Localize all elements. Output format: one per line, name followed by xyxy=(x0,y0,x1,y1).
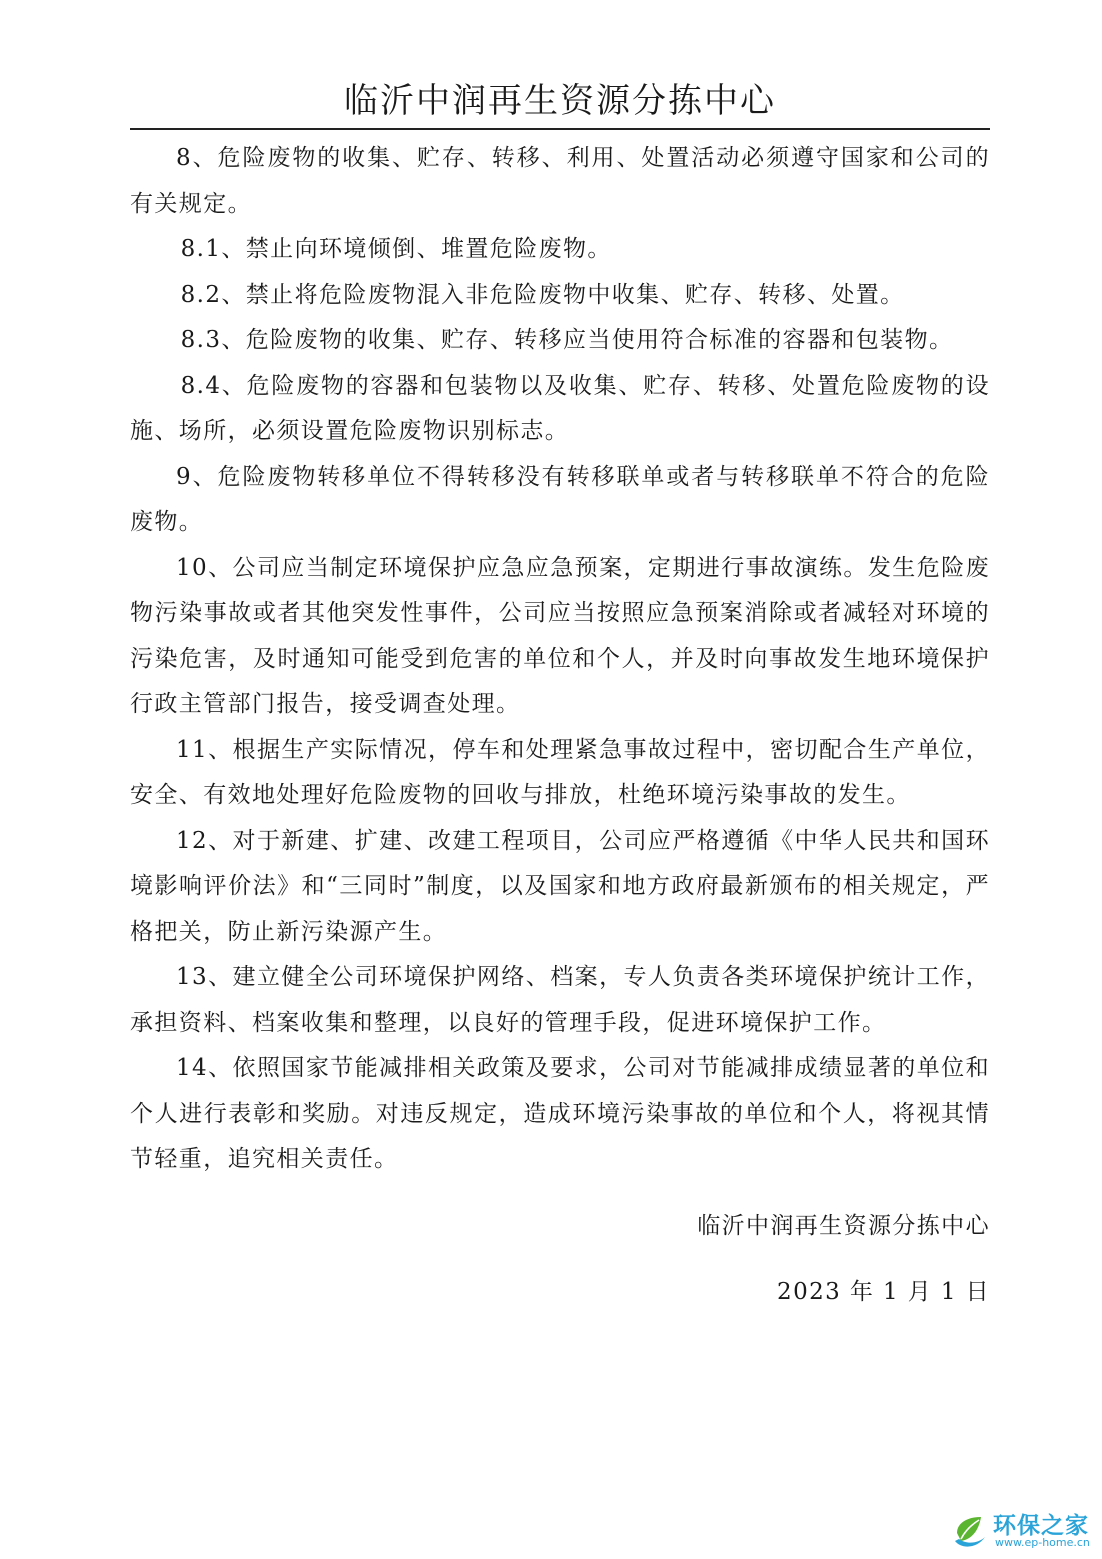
paragraph-9: 9、危险废物转移单位不得转移没有转移联单或者与转移联单不符合的危险废物。 xyxy=(130,463,990,535)
paragraph-13: 13、建立健全公司环境保护网络、档案，专人负责各类环境保护统计工作，承担资料、档案收集和整理，以良好的管理手段，促进环境保护工作。 xyxy=(130,964,990,1036)
paragraph-8-4: 8.4、危险废物的容器和包装物以及收集、贮存、转移、处置危险废物的设施、场所，必须设置危险废物识别标志。 xyxy=(130,372,990,444)
signature-date: 2023 年 1 月 1 日 xyxy=(777,1279,990,1305)
document-body xyxy=(130,136,990,1183)
paragraph-8-3: 8.3、危险废物的收集、贮存、转移应当使用符合标准的容器和包装物。 xyxy=(180,327,954,353)
signature-block xyxy=(697,1204,990,1314)
paragraph-14: 14、依照国家节能减排相关政策及要求，公司对节能减排成绩显著的单位和个人进行表彰和奖励。对违反规定，造成环境污染事故的单位和个人，将视其情节轻重，追究相关责任。 xyxy=(130,1055,990,1172)
watermark xyxy=(951,1505,1096,1555)
paragraph-8: 8、危险废物的收集、贮存、转移、利用、处置活动必须遵守国家和公司的有关规定。 xyxy=(130,145,990,217)
paragraph-12: 12、对于新建、扩建、改建工程项目，公司应严格遵循《中华人民共和国环境影响评价法》和“三同时”制度，以及国家和地方政府最新颁布的相关规定，严格把关，防止新污染源产生。 xyxy=(130,827,990,945)
leaf-logo-icon xyxy=(951,1511,991,1551)
page-title: 临沂中润再生资源分拣中心 xyxy=(344,81,776,121)
paragraph-10: 10、公司应当制定环境保护应急应急预案，定期进行事故演练。发生危险废物污染事故或者其他突发性事件，公司应当按照应急预案消除或者减轻对环境的污染危害，及时通知可能受到危害的单位和个人，并及时向事故发生地环境保护行政主管部门报告，接受调查处理。 xyxy=(130,554,990,717)
paragraph-8-2: 8.2、禁止将危险废物混入非危险废物中收集、贮存、转移、处置。 xyxy=(180,281,905,308)
page-header xyxy=(130,78,990,130)
watermark-name: 环保之家 xyxy=(993,1513,1089,1539)
paragraph-11: 11、根据生产实际情况，停车和处理紧急事故过程中，密切配合生产单位，安全、有效地处理好危险废物的回收与排放，杜绝环境污染事故的发生。 xyxy=(130,736,990,808)
signature-org: 临沂中润再生资源分拣中心 xyxy=(697,1213,990,1239)
watermark-url: www.ep-home.cn xyxy=(995,1536,1090,1549)
paragraph-8-1: 8.1、禁止向环境倾倒、堆置危险废物。 xyxy=(180,236,612,262)
